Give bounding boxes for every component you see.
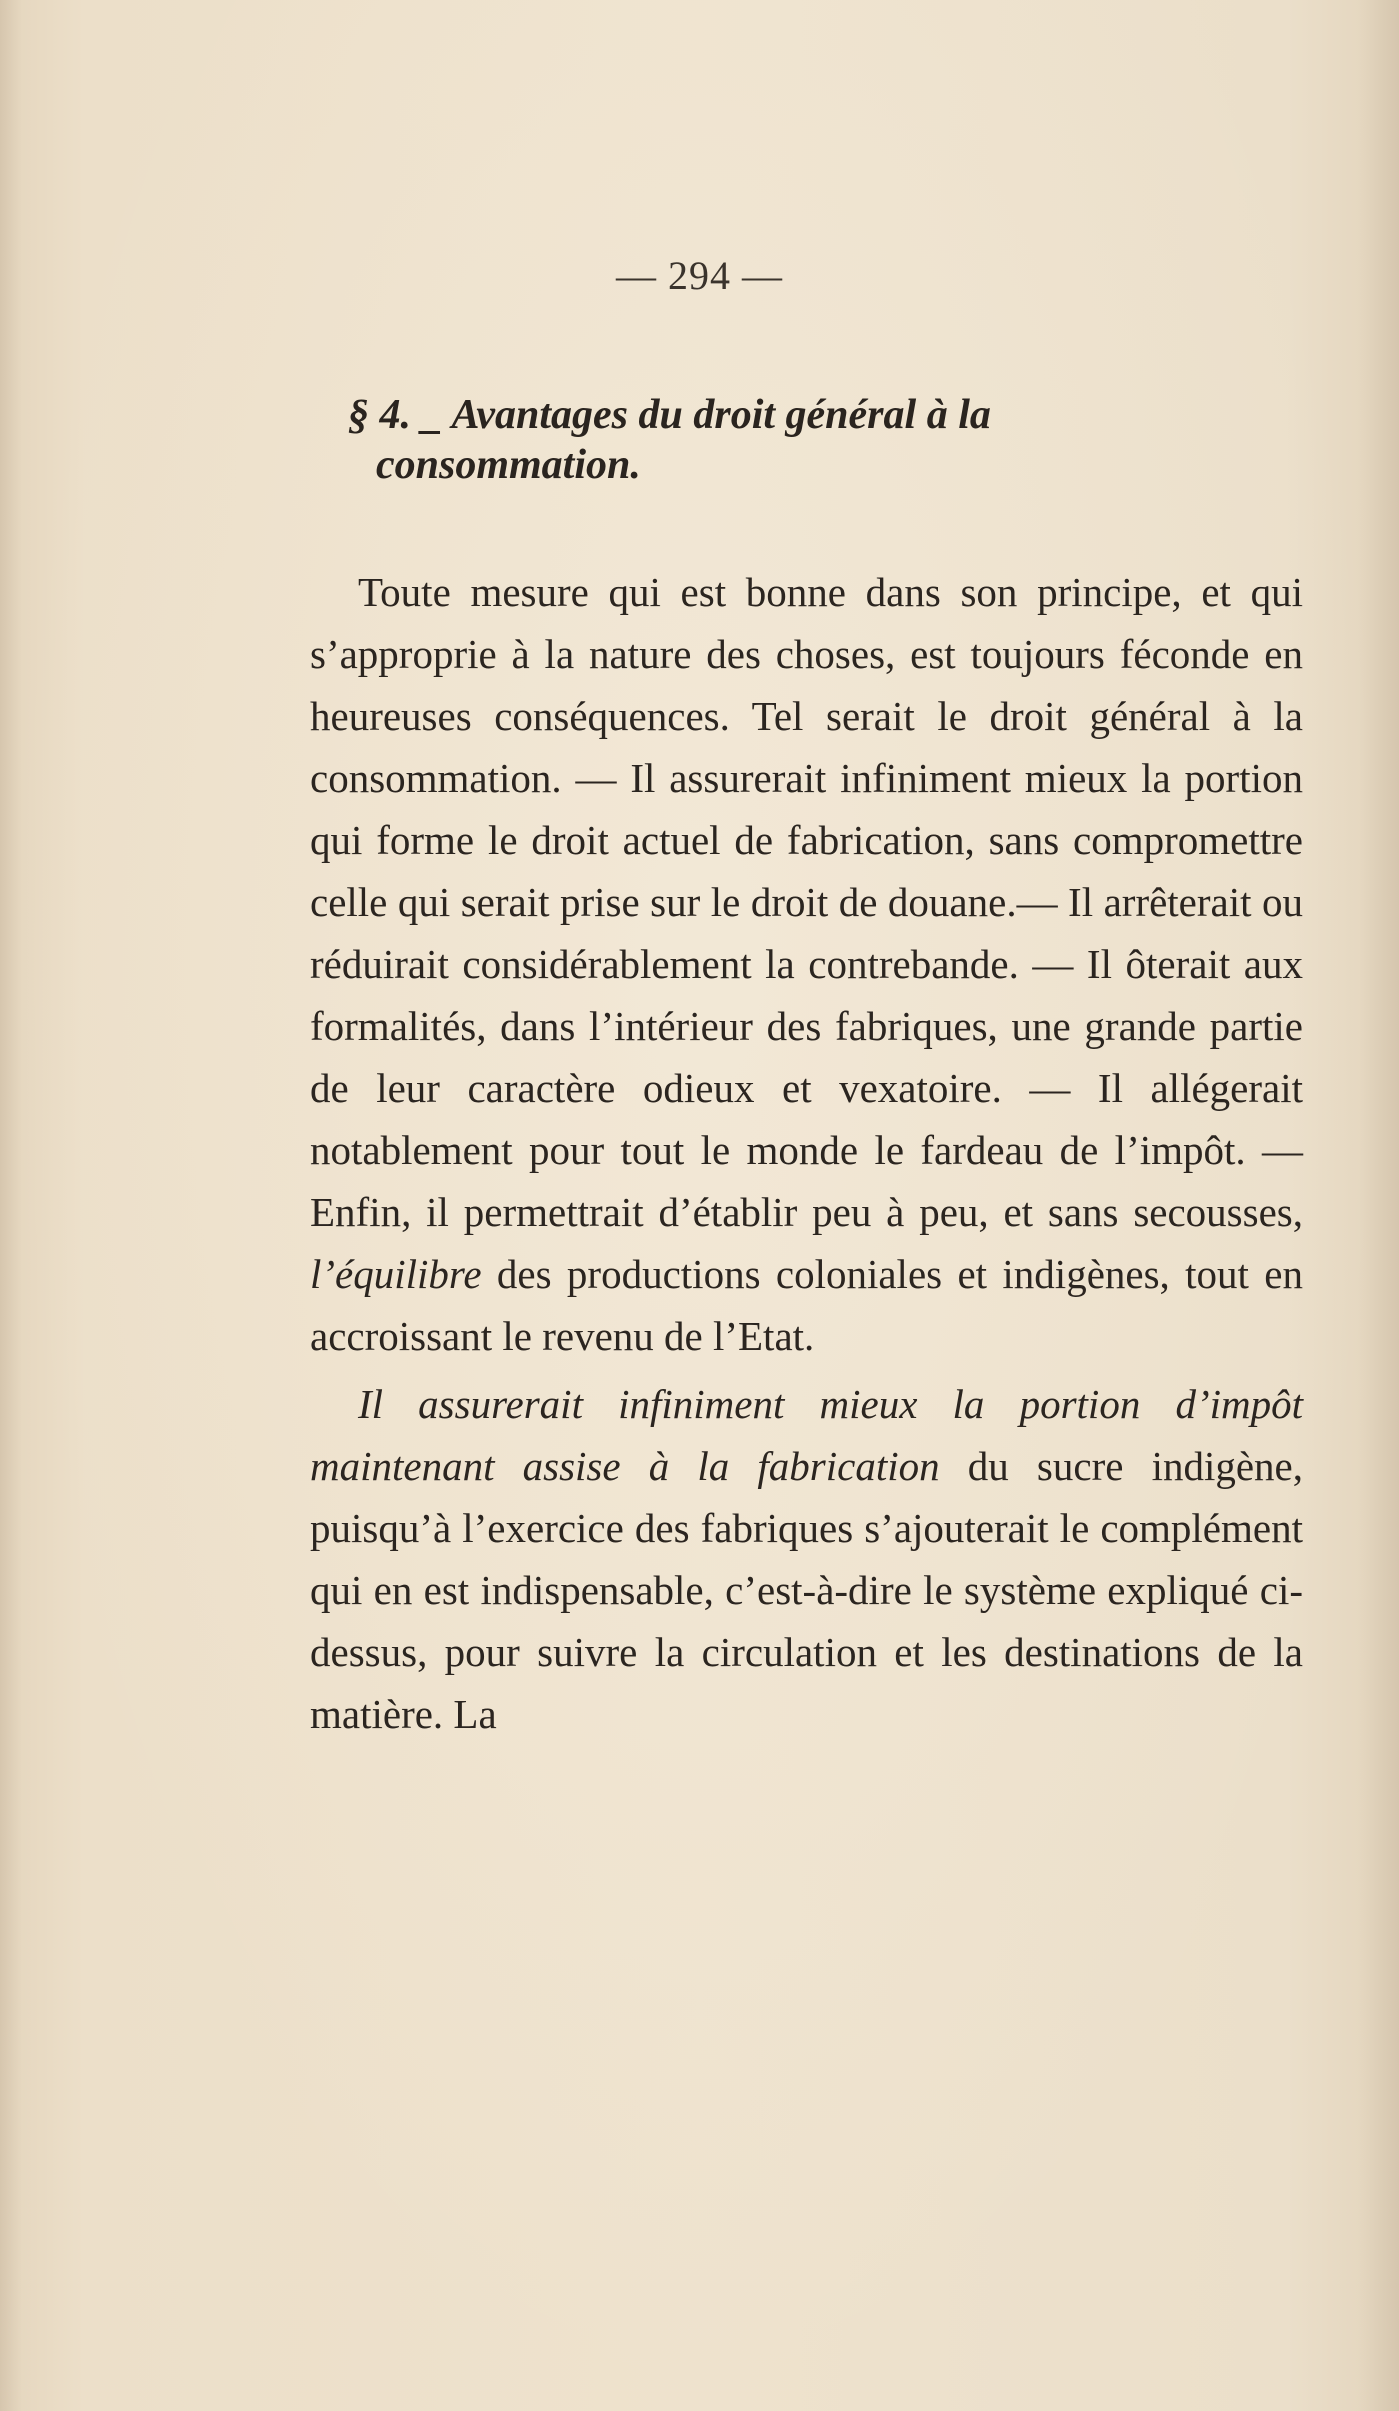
page-left-edge — [0, 0, 22, 2411]
section-heading-line-2: consommation. — [376, 442, 641, 488]
paragraph-2-text: du sucre indigène, puisqu’à l’exercice des fabriques s’ajouterait le complément qui en est indispensable, c’est-à-dire le système expliqué ci-dessus, pour suivre la circulation et les destinations de la matière. La — [310, 1443, 1304, 1737]
page-number: — 294 — — [616, 253, 783, 298]
paragraph-2-italic: Il assurerait infiniment mieux la portion d’impôt maintenant assise à la fabrication — [310, 1381, 1303, 1489]
page-gutter-shadow — [1359, 0, 1399, 2411]
paragraph-1 — [310, 561, 1303, 1367]
section-heading-line-1: § 4. _ Avantages du droit général à la — [348, 392, 991, 438]
body-text — [310, 561, 1303, 1745]
paragraph-2 — [310, 1373, 1303, 1745]
paragraph-1-italic: l’équilibre — [310, 1251, 482, 1297]
paragraph-1-end: des productions coloniales et indigènes, tout en accroissant le revenu de l’Etat. — [310, 1251, 1303, 1359]
paragraph-1-text: Toute mesure qui est bonne dans son principe, et qui s’approprie à la nature des choses, est toujours féconde en heureuses conséquences. Tel serait le droit général à la consommation. — Il assurerait infiniment mieux la portion qui forme le droit actuel de fabrication, sans compromettre celle qui serait prise sur le droit de douane.— Il arrêterait ou réduirait considérablement la contrebande. — Il ôterait aux formalités, dans l’intérieur des fabriques, une grande partie de leur caractère odieux et vexatoire. — Il allégerait notablement pour tout le monde le fardeau de l’impôt. — Enfin, il permettrait d’établir peu à peu, et sans secousses, — [310, 569, 1303, 1235]
section-heading — [348, 390, 1248, 490]
